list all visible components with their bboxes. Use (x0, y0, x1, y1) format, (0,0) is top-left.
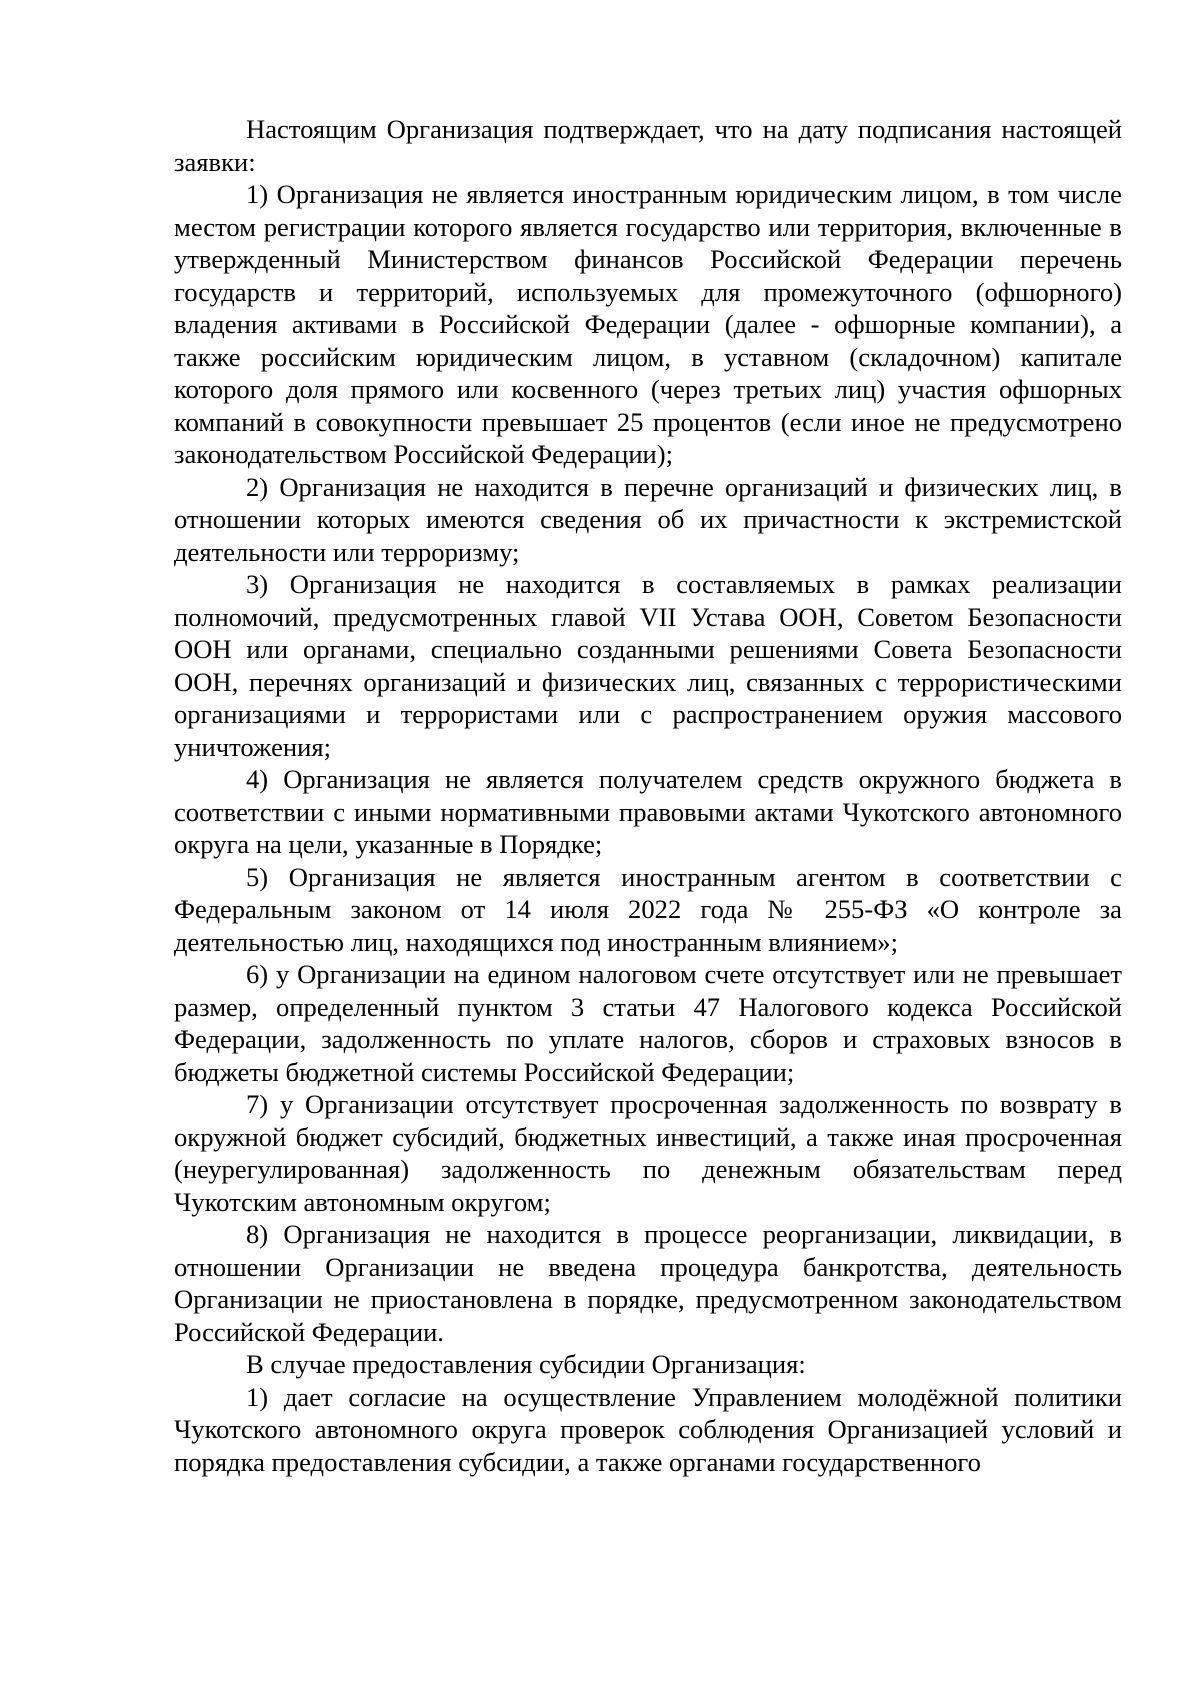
subsidy-intro-paragraph: В случае предоставления субсидии Организация: (246, 1349, 806, 1379)
condition-6-tax-debt: 6) у Организации на едином налоговом счете отсутствует или не превышает размер, определенный пунктом 3 статьи 47 Налогового кодекса Российской Федерации, задолженность по уплате налогов, сборов и страховых взносов в бюджеты бюджетной системы Российской Федерации; (174, 959, 1122, 1087)
condition-7-overdue-debt: 7) у Организации отсутствует просроченная задолженность по возврату в окружной бюджет субсидий, бюджетных инвестиций, а также иная просроченная (неурегулированная) задолженность по денежным обязательствам перед Чукотским автономным округом; (174, 1089, 1122, 1217)
condition-3-un-lists: 3) Организация не находится в составляемых в рамках реализации полномочий, предусмотренных главой VII Устава ООН, Советом Безопасности ООН или органами, специально созданными решениями Совета Безопасности ООН, перечнях организаций и физических лиц, связанных с террористическими организациями и террористами или с распространением оружия массового уничтожения; (174, 569, 1122, 762)
condition-8-reorganization: 8) Организация не находится в процессе реорганизации, ликвидации, в отношении Организации не введена процедура банкротства, деятельность Организации не приостановлена в порядке, предусмотренном законодательством Российской Федерации. (174, 1219, 1122, 1347)
condition-1-offshore: 1) Организация не является иностранным юридическим лицом, в том числе местом регистрации которого является государство или территория, включенные в утвержденный Министерством финансов Российской Федерации перечень государств и территорий, используемых для промежуточного (офшорного) владения активами в Российской Федерации (далее - офшорные компании), а также российским юридическим лицом, в уставном (складочном) капитале которого доля прямого или косвенного (через третьих лиц) участия офшорных компаний в совокупности превышает 25 процентов (если иное не предусмотрено законодательством Российской Федерации); (174, 179, 1122, 469)
condition-4-budget: 4) Организация не является получателем средств окружного бюджета в соответствии с иными нормативными правовыми актами Чукотского автономного округа на цели, указанные в Порядке; (174, 764, 1122, 859)
condition-2-extremism: 2) Организация не находится в перечне организаций и физических лиц, в отношении которых имеются сведения об их причастности к экстремистской деятельности или терроризму; (174, 471, 1122, 567)
intro-paragraph: Настоящим Организация подтверждает, что на дату подписания настоящей заявки: (174, 114, 1122, 177)
subsidy-obligation-1: 1) дает согласие на осуществление Управлением молодёжной политики Чукотского автономного округа проверок соблюдения Организацией условий и порядка предоставления субсидии, а также органами государственного (174, 1381, 1122, 1477)
document-page (174, 113, 1122, 1478)
condition-5-foreign-agent: 5) Организация не является иностранным агентом в соответствии с Федеральным законом от 14 июля 2022 года № 255-ФЗ «О контроле за деятельностью лиц, находящихся под иностранным влиянием»; (174, 861, 1122, 957)
